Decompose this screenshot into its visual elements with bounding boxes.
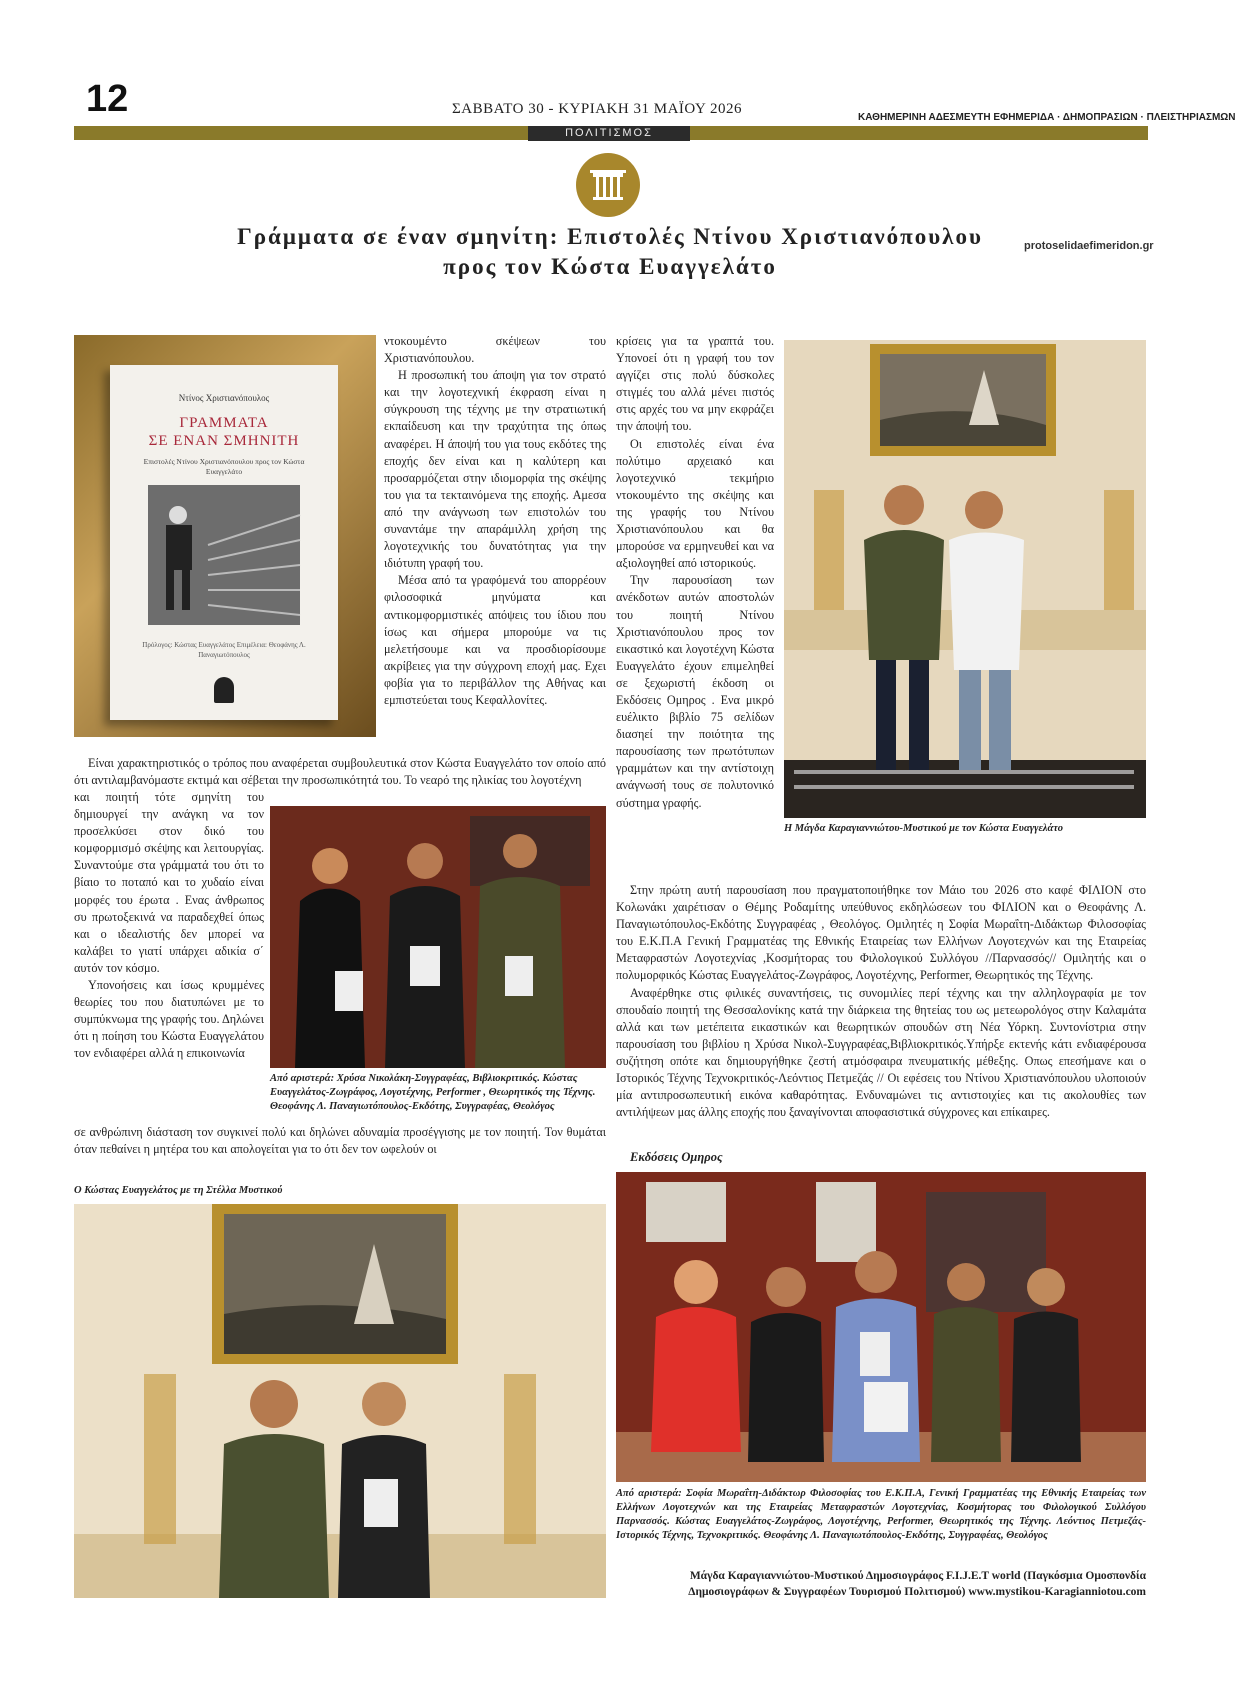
paragraph: σε ανθρώπινη διάσταση τον συγκινεί πολύ και δηλώνει αδυναμία προσέγγισης με τον ποιητή. Τον θυμάται όταν πεθαίνει η μητέρα του και απολογείται για το ότι δεν τον ωφελούν οι bbox=[74, 1125, 606, 1157]
page-number: 12 bbox=[86, 78, 129, 120]
signature-line-2: Δημοσιογράφων & Συγγραφέων Τουρισμού Πολιτισμού) www.mystikou-Karagianniotou.com bbox=[688, 1586, 1146, 1598]
publisher-logo-icon bbox=[214, 677, 234, 703]
article-wide-block bbox=[616, 882, 1146, 1121]
book-title-line-1: ΓΡΑΜΜΑΤΑ bbox=[179, 415, 269, 431]
author-signature bbox=[616, 1568, 1146, 1600]
paragraph: Η προσωπική του άποψη για τον στρατό και την λογοτεχνική έκφραση είναι η σύγκρουση της τέχνης με την στρατιωτική εκπαίδευση και την τραχύτητα της όπως αναφέρει. Η άποψή του για τους εκδότες της εποχής δεν είναι και η καλύτερη και προσαρμόζεται στην ιδιομορφία της σκέψης του για τα τεκταινόμενα της εποχής. Αμεσα από την ανάγνωση των επιστολών του συναντάμε την απαράμιλλη χρήση της λογοτεχνικής του δυνατότητας για την ιδιότυπη γραφή του. bbox=[384, 368, 606, 571]
source-credit: protoselidaefimeridon.gr bbox=[1024, 240, 1154, 252]
book-cover-image bbox=[148, 485, 300, 625]
book-editors: Πρόλογος: Κώστας Ευαγγελάτος Επιμέλεια: Θεοφάνης Λ. Παναγιωτόπουλος bbox=[142, 641, 306, 659]
group-three-photo bbox=[270, 806, 606, 1068]
article-column-1-narrow bbox=[74, 789, 264, 1063]
paragraph: Οι επιστολές είναι ένα πολύτιμο αρχειακό και λογοτεχνικό τεκμήριο ντοκουμέντο της σκέψης και της γραφής του Ντίνου Χριστιανόπουλου και θα μπορούσε να ερμηνευθεί και να αξιολογηθεί από ιστορικούς. bbox=[616, 436, 774, 571]
signature-line-1: Μάγδα Καραγιαννιώτου-Μυστικού Δημοσιογράφος F.I.J.E.T world (Παγκόσμια Ομοσπονδία bbox=[689, 1570, 1146, 1582]
book-subtitle: Επιστολές Ντίνου Χριστιανόπουλου προς τον Κώστα Ευαγγελάτο bbox=[143, 457, 305, 476]
book-cover-photo bbox=[74, 335, 376, 737]
headline-line-2: προς τον Κώστα Ευαγγελάτο bbox=[443, 254, 777, 279]
paragraph: ντοκουμέντο σκέψεων του Χριστιανόπουλου. bbox=[384, 334, 606, 366]
paragraph: και ποιητή τότε σμηνίτη του δημιουργεί την ανάγκη να τον προσελκύσει στον δικό του κομφορμισμό σκέψης και λειτουργίας. Συναντούμε στα γράμματά του ότι το βίαιο το ποταπό και το χυδαίο είναι μορφές του έρωτα . Ενας άνθρωπος συ πρωτοξεκινά να παραδεχθεί όπως και ο ιδεαλιστής δεν μπορεί να καλάβει το γιατί υπάρχει αδικία σ΄ αυτόν τον κόσμο. bbox=[74, 790, 264, 975]
article-column-1-bottom bbox=[74, 1124, 606, 1158]
article-headline bbox=[190, 222, 1030, 282]
paragraph: Μέσα από τα γραφόμενά του απορρέουν φιλοσοφικά μηνύματα και αντικομφορμιστικές απόψεις του ίδιου που ίσως και σήμερα μπορούμε να τις μελετήσουμε και να προσδιορίσουμε ακρίβειες για την σύγχρονη εποχή μας. Εχει φοβία για το περιβάλλον της Αθήνας και εμπιστεύεται τους Κεφαλλονίτες. bbox=[384, 573, 606, 707]
paragraph: κρίσεις για τα γραπτά του. Υπονοεί ότι η γραφή του τον αγγίζει στις πολύ δύσκολες στιγμές του αλλά μένει πιστός στις αρχές του να μην εκφράζει την άποψή του. bbox=[616, 334, 774, 434]
book-author: Ντίνος Χριστιανόπουλος bbox=[178, 393, 270, 403]
section-label: ΠΟΛΙΤΙΣΜΟΣ bbox=[528, 126, 690, 141]
caption-magda: Η Μάγδα Καραγιαννιώτου-Μυστικού με τον Κώστα Ευαγγελάτο bbox=[784, 823, 1064, 834]
paragraph: Είναι χαρακτηριστικός ο τρόπος που αναφέρεται συμβουλευτικά στον Κώστα Ευαγγελάτο τον οποίο από ότι αντιλαμβανόμαστε εκτιμά και σέβεται την προσωπικότητά του. Το νεαρό της ηλικίας του λογοτέχνη bbox=[74, 756, 606, 788]
paragraph: Στην πρώτη αυτή παρουσίαση που πραγματοποιήθηκε τον Μάιο του 2026 στο καφέ ΦΙΛΙΟΝ στο Κολωνάκι χαιρέτισαν ο Θέμης Ροδαμίτης υπεύθυνος εκδηλώσεων του ΦΙΛΙΟΝ και ο Θεοφάνης Λ. Παναγιωτόπουλος-Εκδότης Συγγραφέας , Θεολόγος. Ομιλητές η Σοφία Μωραΐτη-Διδάκτωρ Φιλοσοφίας του Ε.Κ.Π.Α Γενική Γραμματέας της Εθνικής Εταιρείας των Ελλήνων Λογοτεχνών και της Εταιρείας Μεταφραστών Λογοτεχνίας ,Κοσμήτορας του Φιλολογικού Συλλόγου //Παρνασσός// Ομιλητής και ο πολυμορφικός Κώστας Ευαγγελάτος-Ζωγράφος, Λογοτέχνης, Performer, Θεωρητικός της Τέχνης. bbox=[616, 883, 1146, 983]
paragraph: Αναφέρθηκε στις φιλικές συναντήσεις, τις συνομιλίες περί τέχνης και την αλληλογραφία με τον σπουδαίο ποιητή της Θεσσαλονίκης κατά την διάρκεια της θητείας του ως μετεωρολόγος στην Καλαμάτα αλλά και των μετέπειτα εικαστικών και θεωρητικών σπουδών στη Νέα Υόρκη. Συντονίστρια στην παρουσίαση του βιβλίου η Χρύσα Νικολ-Συγγραφέας,Βιβλιοκριτικός.Υπήρξε εκτενής κάτι ενδιαφέρουσα συζήτηση οπότε και δημιουργήθηκε ζεστή ατμόσφαιρα πνευματικής μέθεξης. Οπως επεσήμανε και ο Ιστορικός Τέχνης Τεχνοκριτικός-Λεόντιος Πετμεζάς // Οι εφέσεις του Ντίνου Χριστιανόπουλου υλοποιούν μία αντιπροσωπευτική εικόνα καθαρότητας. Ενδυναμώνει τις αντιστοιχίες και τις ακολουθίες των αντιλήψεων μας άλλης εποχής που ξαναγίνονται αποφασιστικά σύγχρονες και επίκαιρες. bbox=[616, 985, 1146, 1120]
publisher-credit: Εκδόσεις Ομηρος bbox=[630, 1150, 723, 1164]
article-column-3 bbox=[616, 333, 774, 812]
magda-photo bbox=[784, 340, 1146, 818]
caption-group-three: Από αριστερά: Χρύσα Νικολάκη-Συγγραφέας, Βιβλιοκριτικός. Κώστας Ευαγγελάτος-Ζωγράφος, Λογοτέχνης, Performer , Θεωρητικός της Τέχνης. Θεοφάνης Λ. Παναγιωτόπουλος-Εκδότης, Συγγραφέας, Θεολόγος bbox=[270, 1073, 596, 1112]
stella-photo bbox=[74, 1204, 606, 1598]
article-column-1-top bbox=[74, 755, 606, 789]
headline-line-1: Γράμματα σε έναν σμηνίτη: Επιστολές Ντίνου Χριστιανόπουλου bbox=[237, 224, 983, 249]
book-title-line-2: ΣΕ ΕΝΑΝ ΣΜΗΝΙΤΗ bbox=[148, 433, 300, 449]
paragraph: Υπονοήσεις και ίσως κρυμμένες θεωρίες του που διατυπώνει με το συμπύκνωμα της γραφής του. Δηλώνει ότι η ποίηση του Κώστα Ευαγγελάτου τον ενδιαφέρει αλλά η επικοινωνία bbox=[74, 978, 264, 1061]
caption-stella: Ο Κώστας Ευαγγελάτος με τη Στέλλα Μυστικού bbox=[74, 1185, 283, 1196]
group-five-photo bbox=[616, 1172, 1146, 1482]
newspaper-brand: ΚΑΘΗΜΕΡΙΝΗ ΑΔΕΣΜΕΥΤΗ ΕΦΗΜΕΡΙΔΑ · ΔΗΜΟΠΡΑΣΙΩΝ · ΠΛΕΙΣΤΗΡΙΑΣΜΩΝ bbox=[858, 112, 1236, 123]
caption-group-five: Από αριστερά: Σοφία Μωραΐτη-Διδάκτωρ Φιλοσοφίας του Ε.Κ.Π.Α, Γενική Γραμματέας της Εθνικής Εταιρείας των Ελλήνων Λογοτεχνών και της Εταιρείας Μεταφραστών Λογοτεχνίας, Κοσμήτορας του Φιλολογικού Συλλόγου Παρνασσός. Κώστας Ευαγγελάτος-Ζωγράφος, Λογοτέχνης, Performer, Θεωρητικός της Τέχνης. Λεόντιος Πετμεζάς-Ιστορικός Τέχνης, Τεχνοκριτικός. Θεοφάνης Λ. Παναγιωτόπουλος-Εκδότης, Συγγραφέας, Θεολόγος bbox=[616, 1488, 1146, 1541]
article-column-2 bbox=[384, 333, 606, 709]
column-logo-icon bbox=[576, 153, 640, 217]
issue-date: ΣΑΒΒΑΤΟ 30 - ΚΥΡΙΑΚΗ 31 ΜΑΪΟΥ 2026 bbox=[452, 101, 743, 117]
paragraph: Την παρουσίαση των ανέκδοτων αυτών αποστολών του ποιητή Ντίνου Χριστιανόπουλου προς τον εικαστικό και λογοτέχνη Κώστα Ευαγγελάτο έχουν επιμεληθεί σε ξεχωριστή έκδοση οι Εκδόσεις Ομηρος . Ενα μικρό ευέλικτο βιβλίο 75 σελίδων διασηεί την ποιότητα της παρουσίασης των πρωτότυπων γραμμάτων και την αντίστοιχη ανάγνωσή τους σε πολυτονικό σύστημα γραφής. bbox=[616, 573, 774, 810]
